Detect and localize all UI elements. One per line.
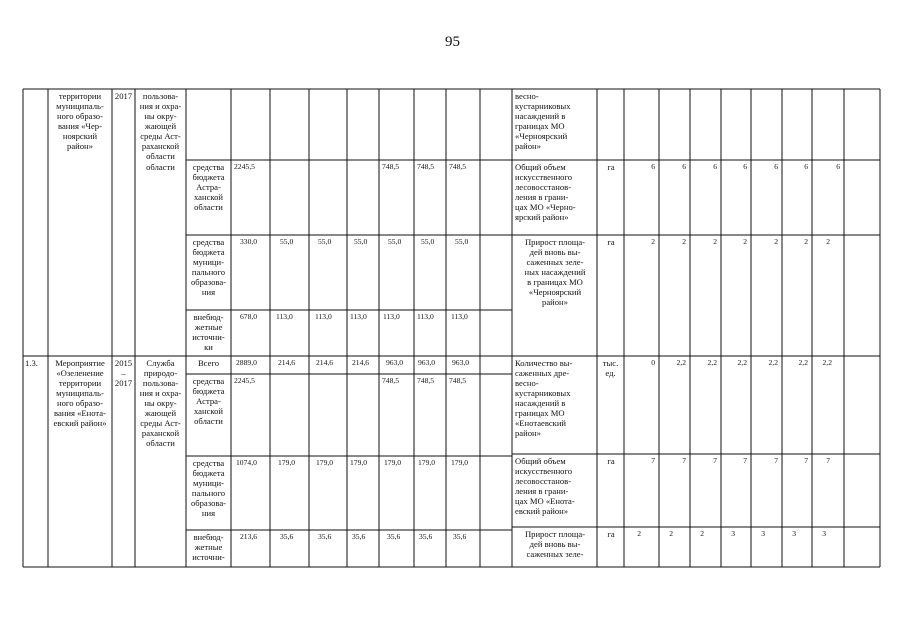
year-value: 179,0 (384, 458, 402, 467)
total-value: 678,0 (240, 312, 258, 321)
year-value: 35,6 (387, 532, 401, 541)
indicator-value: 3 (822, 529, 826, 538)
measure-number: 1.3. (25, 358, 38, 368)
indicator-value: 3 (731, 529, 735, 538)
funding-source: средства бюджета муници- пального образова- ния (190, 458, 227, 518)
indicator-value: 7 (826, 456, 830, 465)
year-value: 35,6 (280, 532, 294, 541)
page-number: 95 (445, 34, 460, 50)
measure-years: 2015 – 2017 (114, 358, 133, 388)
indicator-top-cell: весно- кустарниковых насаждений в границах МО «Черноярский район» (515, 91, 571, 151)
funding-source: внебюд- жетные источни- ки (192, 312, 225, 352)
year-value: 963,0 (452, 358, 470, 367)
indicator-value: 7 (804, 456, 808, 465)
indicator-unit: га (607, 456, 615, 466)
year-value: 55,0 (318, 237, 332, 246)
funding-source: внебюд- жетные источни- (192, 532, 225, 562)
indicator-value: 2 (669, 529, 673, 538)
year-value: 113,0 (383, 312, 400, 321)
indicator-value: 2 (651, 237, 655, 246)
indicator-text: Общий объем искусственного лесовосстанов- ления в грани- цах МО «Енота- евский район» (515, 456, 575, 516)
year-value: 748,5 (382, 162, 400, 171)
indicator-value: 6 (682, 162, 686, 171)
indicator-value: 7 (682, 456, 686, 465)
measure-name: Мероприятие «Озеленение территории муниципаль- ного образо- вания «Енота- евский район» (53, 358, 107, 428)
year-value: 179,0 (278, 458, 296, 467)
year-value: 748,5 (417, 162, 435, 171)
indicator-value: 2,2 (798, 358, 808, 367)
indicator-value: 3 (761, 529, 765, 538)
indicator-value: 2 (774, 237, 778, 246)
indicator-value: 2 (804, 237, 808, 246)
indicator-value: 6 (804, 162, 808, 171)
total-value: 213,6 (240, 532, 258, 541)
year-value: 179,0 (350, 458, 368, 467)
indicator-unit: га (607, 162, 615, 172)
funding-source: средства бюджета Астра- ханской области (192, 376, 225, 426)
year-value: 214,6 (352, 358, 370, 367)
year-cell: 2017 (114, 91, 133, 101)
year-value: 35,6 (352, 532, 366, 541)
territory-cell: территории муниципаль- ного образо- вания «Чер- ноярский район» (56, 91, 104, 151)
indicator-value: 3 (792, 529, 796, 538)
year-value: 113,0 (451, 312, 468, 321)
year-value: 214,6 (316, 358, 334, 367)
indicator-value: 6 (743, 162, 747, 171)
year-value: 55,0 (354, 237, 368, 246)
indicator-value: 6 (836, 162, 840, 171)
year-value: 748,5 (417, 376, 435, 385)
year-value: 35,6 (318, 532, 332, 541)
indicator-value: 2 (682, 237, 686, 246)
total-value: 2889,0 (236, 358, 257, 367)
funding-source: средства бюджета Астра- ханской области (192, 162, 225, 212)
total-value: 1074,0 (236, 458, 257, 467)
indicator-value: 6 (713, 162, 717, 171)
year-value: 214,6 (278, 358, 296, 367)
year-value: 179,0 (316, 458, 334, 467)
indicator-text: Прирост площа- дей вновь вы- саженных зеле- ных насаждений в границах МО «Черноярский район» (524, 237, 586, 307)
indicator-value: 7 (651, 456, 655, 465)
year-value: 55,0 (280, 237, 294, 246)
year-value: 113,0 (350, 312, 367, 321)
indicator-value: 2,2 (737, 358, 747, 367)
year-value: 748,5 (449, 162, 467, 171)
indicator-value: 6 (774, 162, 778, 171)
year-value: 963,0 (418, 358, 436, 367)
indicator-value: 2 (637, 529, 641, 538)
year-value: 179,0 (451, 458, 469, 467)
indicator-value: 2 (713, 237, 717, 246)
indicator-value: 2 (700, 529, 704, 538)
funding-source: средства бюджета муници- пального образова- ния (190, 237, 227, 297)
indicator-text: Прирост площа- дей вновь вы- саженных зеле- (524, 529, 586, 559)
indicator-value: 6 (651, 162, 655, 171)
year-value: 963,0 (386, 358, 404, 367)
year-value: 748,5 (382, 376, 400, 385)
year-value: 113,0 (417, 312, 434, 321)
measure-executor: Служба природо- пользова- ния и охра- ны окру- жающей среды Аст- раханской области (139, 358, 182, 448)
indicator-value: 2,2 (822, 358, 832, 367)
year-value: 55,0 (455, 237, 469, 246)
year-value: 748,5 (449, 376, 467, 385)
indicator-unit: га (607, 529, 615, 539)
indicator-text: Общий объем искусственного лесовосстанов- ления в грани- цах МО «Черно- ярский район» (515, 162, 576, 222)
executor-cell-continued: области (146, 162, 175, 172)
year-value: 55,0 (421, 237, 435, 246)
indicator-value: 2,2 (676, 358, 686, 367)
indicator-value: 2 (743, 237, 747, 246)
indicator-unit: га (607, 237, 615, 247)
indicator-value: 7 (713, 456, 717, 465)
total-value: 330,0 (240, 237, 258, 246)
indicator-value: 7 (743, 456, 747, 465)
indicator-value: 2,2 (707, 358, 717, 367)
indicator-value: 2 (826, 237, 830, 246)
total-value: 2245,5 (234, 162, 255, 171)
year-value: 113,0 (276, 312, 293, 321)
year-value: 113,0 (315, 312, 332, 321)
indicator-value: 7 (774, 456, 778, 465)
total-value: 2245,5 (234, 376, 255, 385)
year-value: 35,6 (419, 532, 433, 541)
indicator-value: 2,2 (768, 358, 778, 367)
indicator-value: 0 (651, 358, 655, 367)
funding-source: Всего (197, 358, 220, 368)
year-value: 35,6 (453, 532, 467, 541)
executor-cell: пользова- ния и охра- ны окру- жающей среды Аст- раханской области (139, 91, 182, 161)
year-value: 55,0 (388, 237, 402, 246)
year-value: 179,0 (418, 458, 436, 467)
indicator-unit: тыс. ед. (602, 358, 619, 378)
indicator-text: Количество вы- саженных дре- весно- кустарниковых насаждений в границах МО «Енотаевский район» (515, 358, 573, 438)
